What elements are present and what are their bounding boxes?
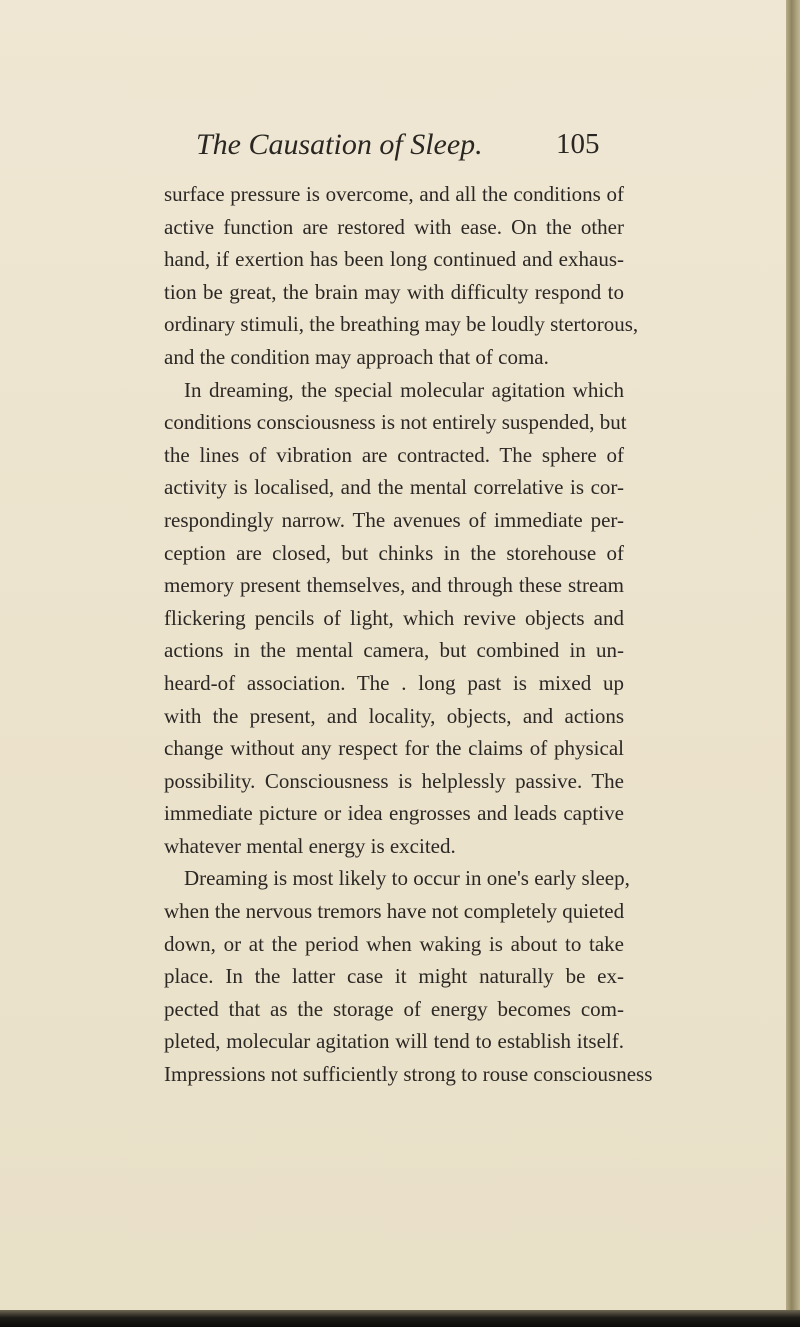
text-line: In dreaming, the special molecular agitation which <box>184 377 624 402</box>
text-line: possibility. Consciousness is helplessly passive. The <box>164 768 624 793</box>
text-line: ception are closed, but chinks in the storehouse of <box>164 540 624 565</box>
body-text <box>164 178 653 1091</box>
text-line: the lines of vibration are contracted. The sphere of <box>164 442 624 467</box>
text-line: Dreaming is most likely to occur in one's early sleep, <box>184 866 630 891</box>
text-line: conditions consciousness is not entirely suspended, but <box>164 410 627 435</box>
text-line: when the nervous tremors have not completely quieted <box>164 899 625 924</box>
text-line: flickering pencils of light, which revive objects and <box>164 605 624 630</box>
text-line: immediate picture or idea engrosses and leads captive <box>164 801 624 826</box>
text-line: place. In the latter case it might naturally be ex- <box>164 964 624 989</box>
text-line: ordinary stimuli, the breathing may be loudly stertorous, <box>164 312 639 337</box>
running-title: The Causation of Sleep. <box>196 128 483 161</box>
text-line: surface pressure is overcome, and all the conditions of <box>164 182 624 206</box>
text-line: activity is localised, and the mental correlative is cor- <box>164 475 624 500</box>
text-line: actions in the mental camera, but combined in un- <box>164 638 624 663</box>
page-number: 105 <box>556 128 600 160</box>
text-line: whatever mental energy is excited. <box>164 833 456 858</box>
page-edge-right <box>786 0 800 1327</box>
text-line: and the condition may approach that of coma. <box>164 344 549 369</box>
text-line: down, or at the period when waking is about to take <box>164 931 624 956</box>
page-edge-bottom <box>0 1310 800 1327</box>
text-line: Impressions not sufficiently strong to rouse consciousness <box>164 1062 653 1087</box>
text-line: pected that as the storage of energy becomes com- <box>164 996 624 1021</box>
text-line: with the present, and locality, objects, and actions <box>164 703 624 728</box>
text-line: tion be great, the brain may with difficulty respond to <box>164 279 624 304</box>
text-line: heard-of association. The . long past is mixed up <box>164 670 624 695</box>
text-line: active function are restored with ease. On the other <box>164 214 624 239</box>
page-header <box>0 128 786 172</box>
text-line: memory present themselves, and through these stream <box>164 573 624 598</box>
text-line: respondingly narrow. The avenues of immediate per- <box>164 507 624 532</box>
text-line: hand, if exertion has been long continued and exhaus- <box>164 247 624 272</box>
text-line: pleted, molecular agitation will tend to establish itself. <box>164 1029 624 1054</box>
text-line: change without any respect for the claims of physical <box>164 736 624 761</box>
